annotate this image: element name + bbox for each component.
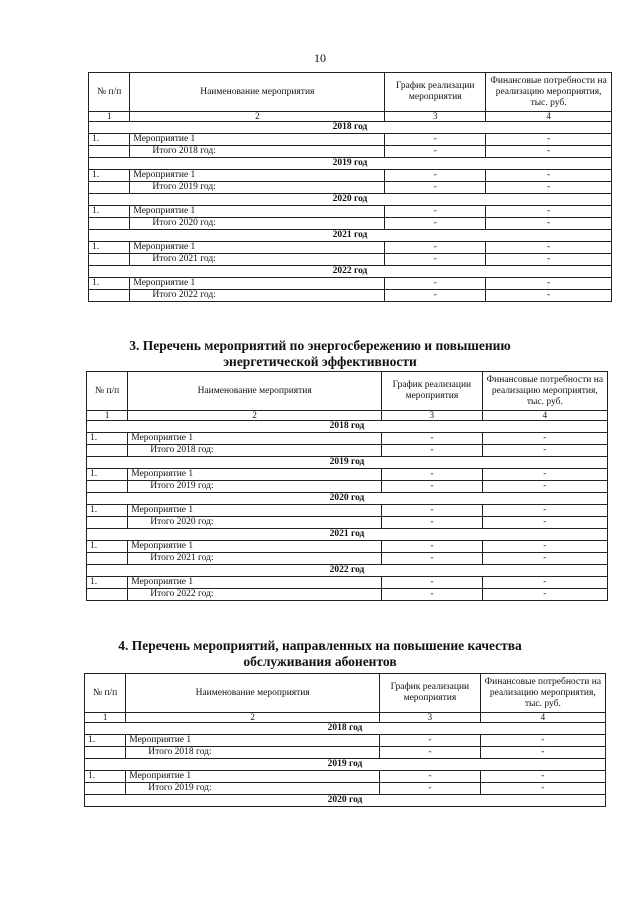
year-row [87,457,608,469]
row-num [89,182,130,194]
table-block-1 [88,72,612,302]
row-num [87,445,128,457]
row-name: Итого 2018 год: [128,445,382,457]
row-schedule: - [382,469,483,481]
row-num: 1. [89,206,130,218]
table-row [85,771,606,783]
year-label: 2019 год [89,158,612,170]
column-index: 1 [87,411,128,421]
row-schedule: - [382,541,483,553]
column-index-row [89,112,612,122]
row-finance: - [482,517,607,529]
column-index: 2 [126,713,380,723]
year-row [87,421,608,433]
year-row [85,723,606,735]
row-num: 1. [89,134,130,146]
header-row [85,674,606,713]
row-schedule: - [382,433,483,445]
year-label: 2021 год [89,230,612,242]
section-title-line-2: обслуживания абонентов [243,654,397,669]
table-row [89,134,612,146]
row-finance: - [482,445,607,457]
header-num: № п/п [89,73,130,112]
header-row [89,73,612,112]
table-row [89,170,612,182]
table-row [87,481,608,493]
column-index: 1 [85,713,126,723]
row-finance: - [486,254,612,266]
header-name: Наименование мероприятия [126,674,380,713]
year-row [89,230,612,242]
row-num: 1. [87,541,128,553]
row-name: Мероприятие 1 [128,541,382,553]
row-name: Мероприятие 1 [126,771,380,783]
year-label: 2021 год [87,529,608,541]
row-num: 1. [89,242,130,254]
year-label: 2022 год [87,565,608,577]
table-block-3 [84,673,606,807]
row-num: 1. [85,771,126,783]
table-row [85,735,606,747]
row-num: 1. [89,170,130,182]
row-schedule: - [385,146,486,158]
row-finance: - [482,577,607,589]
row-name: Итого 2018 год: [130,146,385,158]
row-finance: - [482,469,607,481]
row-num [85,783,126,795]
table-body [89,73,612,302]
row-num [89,290,130,302]
events-table-3 [84,673,606,807]
header-name: Наименование мероприятия [130,73,385,112]
year-label: 2018 год [87,421,608,433]
row-finance: - [480,783,605,795]
header-row [87,372,608,411]
column-index: 2 [130,112,385,122]
row-name: Мероприятие 1 [130,242,385,254]
row-name: Мероприятие 1 [130,134,385,146]
row-num [87,589,128,601]
row-finance: - [486,218,612,230]
header-num: № п/п [87,372,128,411]
row-name: Мероприятие 1 [130,170,385,182]
year-label: 2019 год [87,457,608,469]
column-index: 1 [89,112,130,122]
column-index: 2 [128,411,382,421]
row-name: Мероприятие 1 [128,577,382,589]
section-title-line-1: 4. Перечень мероприятий, направленных на повышение качества [118,638,522,653]
row-schedule: - [385,134,486,146]
header-name: Наименование мероприятия [128,372,382,411]
row-name: Итого 2019 год: [128,481,382,493]
row-num: 1. [85,735,126,747]
row-finance: - [482,541,607,553]
row-num [85,747,126,759]
table-row [89,206,612,218]
row-schedule: - [385,206,486,218]
row-num: 1. [87,577,128,589]
column-index-row [85,713,606,723]
year-row [89,158,612,170]
row-name: Итого 2019 год: [126,783,380,795]
table-row [87,433,608,445]
year-row [87,565,608,577]
header-finance: Финансовые потребности на реализацию мероприятия, тыс. руб. [480,674,605,713]
row-schedule: - [382,481,483,493]
row-num: 1. [87,433,128,445]
table-row [89,146,612,158]
row-schedule: - [385,290,486,302]
column-index: 4 [480,713,605,723]
events-table-1 [88,72,612,302]
row-schedule: - [382,505,483,517]
section-3-title [0,338,640,370]
row-name: Мероприятие 1 [128,505,382,517]
row-name: Итого 2019 год: [130,182,385,194]
row-name: Итого 2020 год: [128,517,382,529]
column-index: 3 [385,112,486,122]
table-row [87,577,608,589]
row-name: Мероприятие 1 [128,469,382,481]
row-schedule: - [380,771,481,783]
row-finance: - [486,134,612,146]
table-row [89,218,612,230]
table-row [87,505,608,517]
table-body [85,674,606,807]
table-row [87,469,608,481]
year-row [85,795,606,807]
year-row [85,759,606,771]
year-row [87,529,608,541]
section-title-line-1: 3. Перечень мероприятий по энергосбережению и повышению [129,338,511,353]
table-row [87,445,608,457]
row-schedule: - [385,218,486,230]
year-row [87,493,608,505]
row-finance: - [486,278,612,290]
row-finance: - [486,182,612,194]
row-num [87,553,128,565]
row-finance: - [480,771,605,783]
row-name: Итого 2021 год: [128,553,382,565]
header-finance: Финансовые потребности на реализацию мероприятия, тыс. руб. [482,372,607,411]
table-row [89,278,612,290]
section-4-title [0,638,640,670]
year-label: 2020 год [89,194,612,206]
row-schedule: - [385,278,486,290]
table-row [85,747,606,759]
row-name: Мероприятие 1 [130,278,385,290]
table-body [87,372,608,601]
row-name: Итого 2020 год: [130,218,385,230]
section-title-line-2: энергетической эффективности [223,354,417,369]
row-num: 1. [87,469,128,481]
page-number: 10 [314,51,326,65]
row-finance: - [482,505,607,517]
row-name: Мероприятие 1 [128,433,382,445]
row-num: 1. [87,505,128,517]
row-num: 1. [89,278,130,290]
row-name: Итого 2021 год: [130,254,385,266]
row-schedule: - [385,170,486,182]
header-schedule: График реализации мероприятия [380,674,481,713]
column-index: 4 [486,112,612,122]
events-table-2 [86,371,608,601]
table-row [89,254,612,266]
row-finance: - [482,433,607,445]
year-label: 2020 год [87,493,608,505]
year-row [89,266,612,278]
row-finance: - [486,242,612,254]
column-index: 3 [382,411,483,421]
row-finance: - [486,170,612,182]
table-block-2 [86,371,608,601]
column-index: 3 [380,713,481,723]
row-schedule: - [382,589,483,601]
row-num [89,254,130,266]
year-label: 2020 год [85,795,606,807]
year-row [89,122,612,134]
header-num: № п/п [85,674,126,713]
row-finance: - [482,589,607,601]
table-row [89,242,612,254]
row-num [87,481,128,493]
row-schedule: - [385,242,486,254]
header-schedule: График реализации мероприятия [382,372,483,411]
row-finance: - [480,735,605,747]
row-finance: - [482,481,607,493]
year-row [89,194,612,206]
row-schedule: - [382,553,483,565]
row-name: Итого 2022 год: [128,589,382,601]
table-row [87,541,608,553]
row-finance: - [486,146,612,158]
header-finance: Финансовые потребности на реализацию мероприятия, тыс. руб. [486,73,612,112]
year-label: 2019 год [85,759,606,771]
row-finance: - [486,290,612,302]
column-index-row [87,411,608,421]
row-schedule: - [382,445,483,457]
row-finance: - [480,747,605,759]
table-row [85,783,606,795]
table-row [89,290,612,302]
header-schedule: График реализации мероприятия [385,73,486,112]
year-label: 2018 год [89,122,612,134]
row-name: Итого 2018 год: [126,747,380,759]
year-label: 2018 год [85,723,606,735]
year-label: 2022 год [89,266,612,278]
row-name: Мероприятие 1 [130,206,385,218]
row-schedule: - [385,182,486,194]
row-finance: - [486,206,612,218]
row-schedule: - [382,577,483,589]
row-schedule: - [382,517,483,529]
row-name: Мероприятие 1 [126,735,380,747]
row-name: Итого 2022 год: [130,290,385,302]
table-row [89,182,612,194]
row-num [89,218,130,230]
table-row [87,589,608,601]
row-schedule: - [380,735,481,747]
column-index: 4 [482,411,607,421]
row-finance: - [482,553,607,565]
row-num [87,517,128,529]
row-schedule: - [380,747,481,759]
table-row [87,553,608,565]
row-schedule: - [385,254,486,266]
row-schedule: - [380,783,481,795]
row-num [89,146,130,158]
table-row [87,517,608,529]
